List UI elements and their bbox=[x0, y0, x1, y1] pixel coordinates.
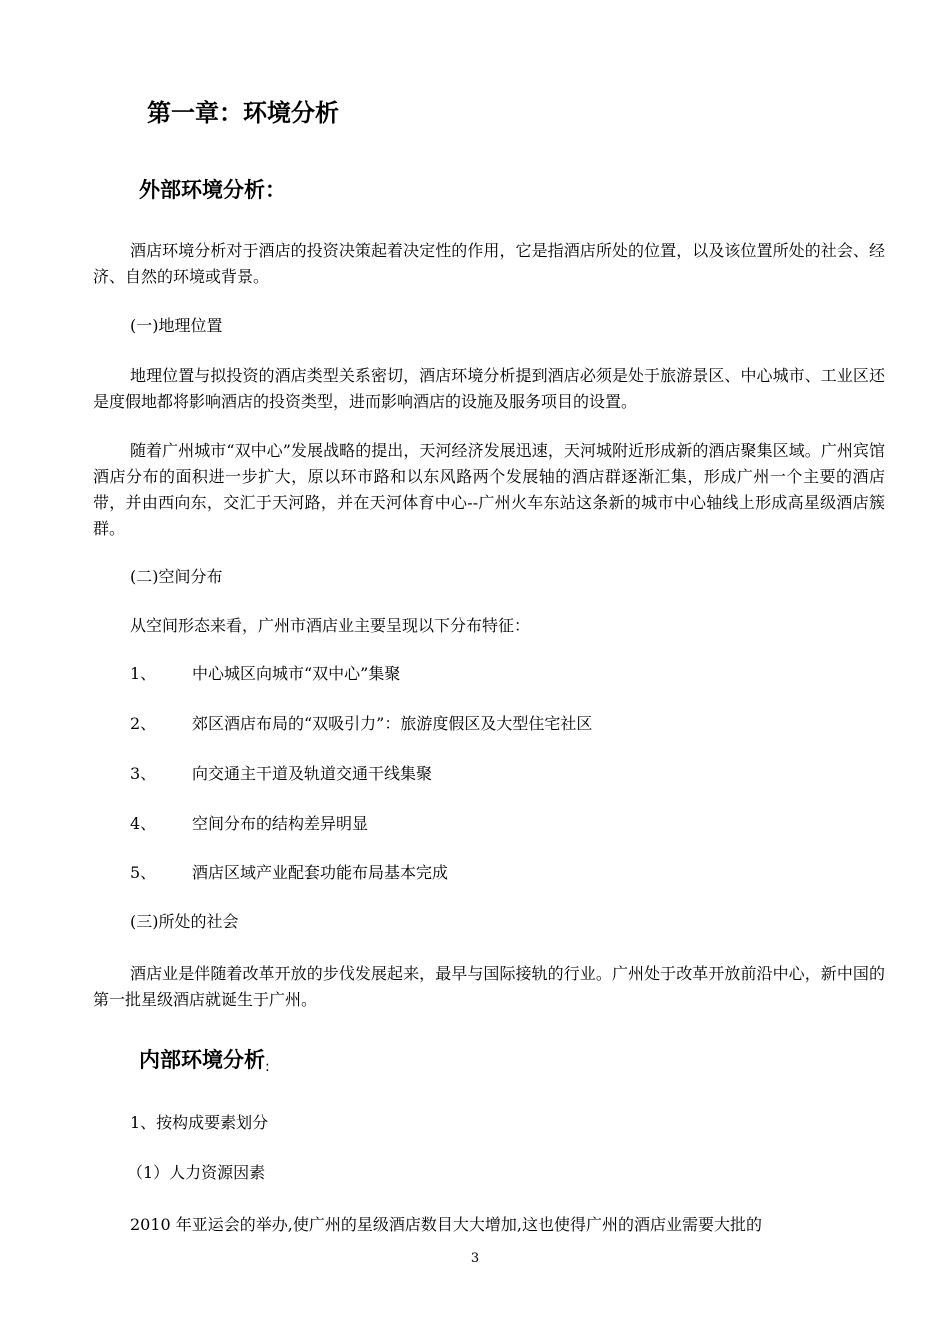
list-item-text: 中心城区向城市“双中心”集聚 bbox=[192, 664, 401, 683]
list-item-text: 向交通主干道及轨道交通干线集聚 bbox=[192, 764, 433, 783]
internal-heading-mark: : bbox=[265, 1059, 270, 1075]
section1-paragraph-2: 随着广州城市“双中心”发展战略的提出，天河经济发展迅速，天河城附近形成新的酒店聚集区域。广州宾馆酒店分布的面积进一步扩大，原以环市路和以东风路两个发展轴的酒店群逐渐汇集，形成广州一个主要的酒店带，并由西向东，交汇于天河路，并在天河体育中心--广州火车东站这条新的城市中心轴线上形成高星级酒店簇群。 bbox=[93, 441, 885, 538]
list-item-text: 空间分布的结构差异明显 bbox=[192, 814, 369, 833]
chapter-title: 第一章：环境分析 bbox=[147, 99, 339, 127]
list-item-number: 3、 bbox=[130, 764, 157, 783]
internal-subsection-1-1: （1）人力资源因素 bbox=[127, 1163, 266, 1182]
section1-label: (一)地理位置 bbox=[130, 316, 223, 335]
external-heading: 外部环境分析： bbox=[139, 178, 286, 202]
section2-label: (二)空间分布 bbox=[130, 567, 223, 586]
section3-label: (三)所处的社会 bbox=[130, 912, 239, 931]
page-number: 3 bbox=[470, 1251, 480, 1266]
list-item-number: 5、 bbox=[130, 863, 157, 882]
list-item-text: 郊区酒店布局的“双吸引力”：旅游度假区及大型住宅社区 bbox=[192, 714, 593, 733]
section2-intro: 从空间形态来看，广州市酒店业主要呈现以下分布特征： bbox=[130, 616, 531, 635]
internal-heading-text: 内部环境分析 bbox=[139, 1048, 265, 1072]
list-item-number: 2、 bbox=[130, 714, 157, 733]
external-intro-paragraph: 酒店环境分析对于酒店的投资决策起着决定性的作用，它是指酒店所处的位置，以及该位置所处的社会、经济、自然的环境或背景。 bbox=[93, 241, 885, 286]
internal-subsection-1: 1、按构成要素划分 bbox=[130, 1113, 269, 1132]
list-item-number: 1、 bbox=[130, 664, 157, 683]
section1-paragraph-1: 地理位置与拟投资的酒店类型关系密切，酒店环境分析提到酒店必须是处于旅游景区、中心城市、工业区还是度假地都将影响酒店的投资类型，进而影响酒店的设施及服务项目的设置。 bbox=[93, 366, 885, 411]
internal-paragraph-1: 2010 年亚运会的举办,使广州的星级酒店数目大大增加,这也使得广州的酒店业需要大批的 bbox=[130, 1215, 762, 1234]
internal-heading bbox=[139, 1044, 270, 1075]
section3-paragraph: 酒店业是伴随着改革开放的步伐发展起来，最早与国际接轨的行业。广州处于改革开放前沿中心，新中国的第一批星级酒店就诞生于广州。 bbox=[93, 964, 885, 1009]
list-item-text: 酒店区域产业配套功能布局基本完成 bbox=[192, 863, 449, 882]
list-item-number: 4、 bbox=[130, 814, 157, 833]
